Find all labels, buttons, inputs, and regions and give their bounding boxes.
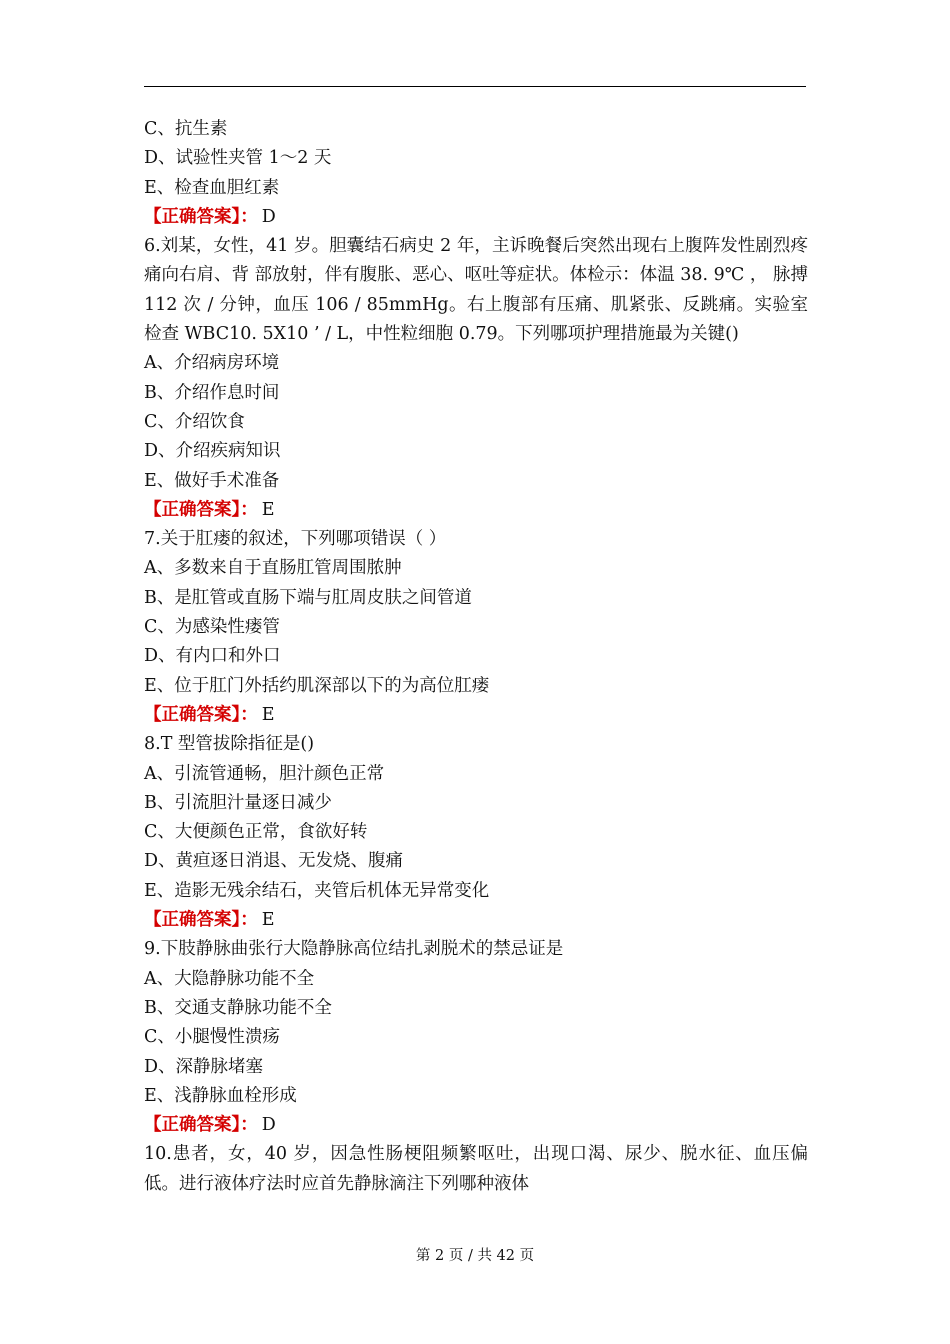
question-9 [144, 935, 808, 1140]
answer-value: D [261, 206, 276, 227]
answer-value: E [261, 499, 275, 520]
option-d: D、有内口和外口 [144, 646, 281, 667]
answer-value: D [261, 1115, 276, 1136]
option-e: E、造影无残余结石，夹管后机体无异常变化 [144, 880, 490, 901]
answer-label: 【正确答案】： [144, 499, 258, 520]
question-6 [144, 232, 808, 525]
option-b: B、引流胆汁量逐日减少 [144, 792, 332, 813]
answer-value: E [261, 910, 275, 931]
option-d: D、介绍疾病知识 [144, 441, 281, 462]
option-e: E、检查血胆红素 [144, 177, 280, 198]
option-d: D、深静脉堵塞 [144, 1056, 264, 1077]
option-b: B、是肛管或直肠下端与肛周皮肤之间管道 [144, 587, 472, 608]
question-stem: 8.T 型管拔除指征是() [144, 734, 315, 755]
answer-line [144, 906, 808, 935]
question-8 [144, 730, 808, 935]
answer-label: 【正确答案】： [144, 206, 258, 227]
option-a: A、大隐静脉功能不全 [144, 968, 315, 989]
option-d: D、黄疸逐日消退、无发烧、腹痛 [144, 851, 404, 872]
answer-line [144, 701, 808, 730]
option-a: A、多数来自于直肠肛管周围脓肿 [144, 558, 402, 579]
option-e: E、浅静脉血栓形成 [144, 1085, 297, 1106]
question-stem: 9.下肢静脉曲张行大隐静脉高位结扎剥脱术的禁忌证是 [144, 939, 564, 960]
option-c: C、小腿慢性溃疡 [144, 1027, 280, 1048]
prev-question-tail [144, 115, 808, 232]
option-c: C、介绍饮食 [144, 411, 245, 432]
answer-line [144, 203, 808, 232]
option-e: E、位于肛门外括约肌深部以下的为高位肛瘘 [144, 675, 490, 696]
option-c: C、为感染性瘘管 [144, 617, 280, 638]
header-rule [144, 86, 806, 87]
question-10 [144, 1140, 808, 1199]
question-7 [144, 525, 808, 730]
option-a: A、引流管通畅，胆汁颜色正常 [144, 763, 385, 784]
question-stem: 10.患者，女，40 岁，因急性肠梗阻频繁呕吐，出现口渴、尿少、脱水征、血压偏低。进行液体疗法时应首先静脉滴注下列哪种液体 [144, 1144, 808, 1194]
option-b: B、交通支静脉功能不全 [144, 997, 332, 1018]
answer-label: 【正确答案】： [144, 1115, 258, 1136]
option-d: D、试验性夹管 1～2 天 [144, 148, 332, 169]
page-footer: 第 2 页 / 共 42 页 [415, 1248, 535, 1264]
page-content [144, 115, 808, 1199]
answer-line [144, 496, 808, 525]
option-a: A、介绍病房环境 [144, 353, 280, 374]
option-c: C、抗生素 [144, 119, 228, 139]
option-c: C、大便颜色正常，食欲好转 [144, 822, 368, 843]
answer-label: 【正确答案】： [144, 704, 258, 725]
answer-line [144, 1111, 808, 1140]
option-b: B、介绍作息时间 [144, 382, 280, 403]
question-stem: 7.关于肛瘘的叙述，下列哪项错误（ ） [144, 529, 447, 550]
answer-label: 【正确答案】： [144, 910, 258, 931]
option-e: E、做好手术准备 [144, 470, 280, 491]
question-stem: 6.刘某，女性，41 岁。胆囊结石病史 2 年，主诉晚餐后突然出现右上腹阵发性剧烈疼痛向右肩、背 部放射，伴有腹胀、恶心、呕吐等症状。体检示：体温 38. 9℃ ， 脉搏 112 次 / 分钟，血压 106 / 85mmHg。右上腹部有压痛、肌紧张、反跳痛。实验室检查 WBC10. 5X10 ’ / L，中性粒细胞 0.79。下列哪项护理措施最为关键() [144, 236, 808, 345]
answer-value: E [261, 704, 275, 725]
